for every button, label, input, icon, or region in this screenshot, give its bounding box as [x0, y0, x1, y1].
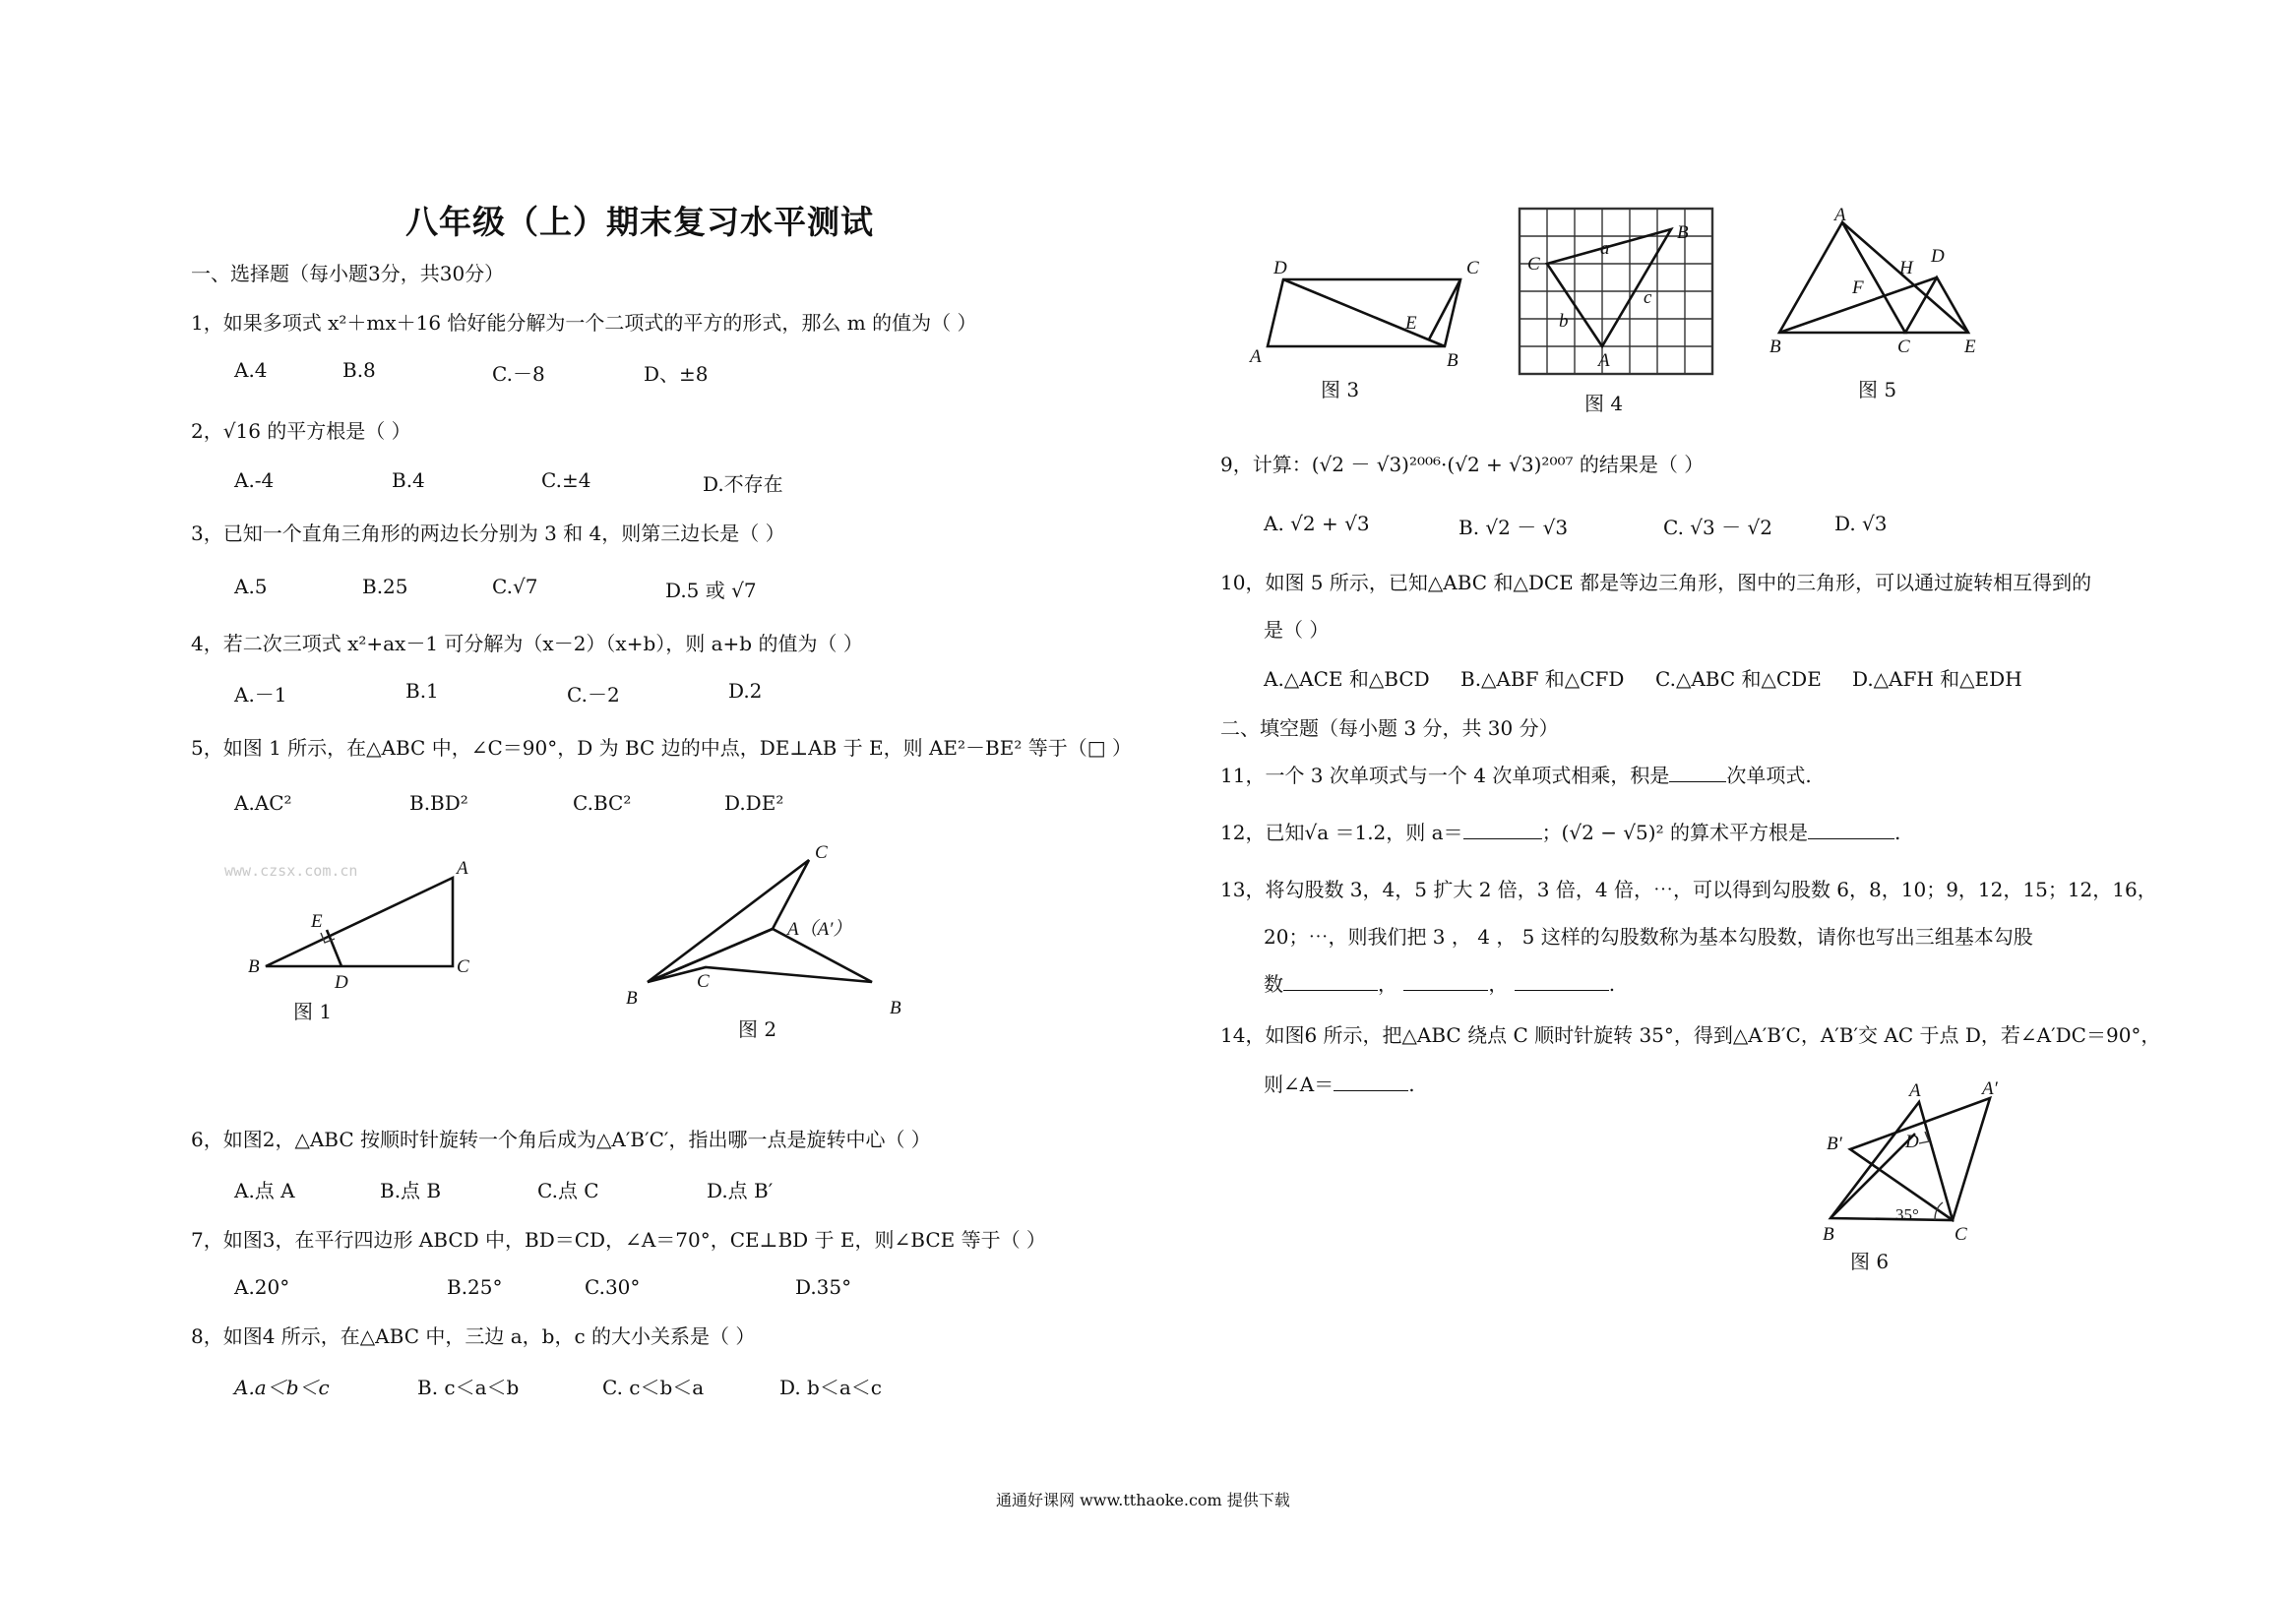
question-8: 8，如图4 所示，在△ABC 中，三边 a，b，c 的大小关系是（ ）	[191, 1324, 756, 1348]
fig3-caption: 图 3	[1321, 378, 1360, 401]
fig1-caption: 图 1	[293, 1000, 333, 1023]
fig5-caption: 图 5	[1858, 378, 1897, 401]
q7-option-b: B.25°	[447, 1275, 503, 1299]
q4-option-b: B.1	[405, 679, 439, 703]
fig4-label-a: A	[1598, 350, 1610, 371]
q13-text-end: .	[1608, 972, 1616, 996]
question-13-line2: 20；⋯，则我们把 3 ， 4 ， 5 这样的勾股数称为基本勾股数，请你也写出三组基本勾股	[1264, 925, 2033, 949]
page-title: 八年级（上）期末复习水平测试	[405, 203, 874, 241]
fig1-label-e: E	[311, 911, 323, 932]
figure-1	[246, 856, 482, 1004]
fig2-label-c-top: C	[815, 842, 828, 863]
question-10: 10，如图 5 所示，已知△ABC 和△DCE 都是等边三角形，图中的三角形，可以通过旋转相互得到的	[1220, 571, 2092, 594]
q9-option-b: B. √2 － √3	[1458, 516, 1569, 539]
fig6-label-b: B	[1823, 1224, 1834, 1245]
q10-option-b: B.△ABF 和△CFD	[1460, 667, 1625, 691]
q2-option-b: B.4	[392, 468, 425, 492]
fig1-segment-de	[327, 930, 341, 966]
q12-text-after: .	[1893, 821, 1901, 844]
q7-option-d: D.35°	[795, 1275, 852, 1299]
footer-credit: 通通好课网 www.tthaoke.com 提供下载	[996, 1491, 1290, 1509]
question-1: 1，如果多项式 x²＋mx＋16 恰好能分解为一个二项式的平方的形式，那么 m 的值为（ ）	[191, 311, 977, 335]
fig4-label-c-side: c	[1644, 287, 1652, 308]
q5-option-d: D.DE²	[724, 791, 784, 815]
question-12	[1220, 817, 1900, 845]
fig1-label-d: D	[335, 972, 348, 993]
q9-option-c: C. √3 － √2	[1663, 516, 1772, 539]
fig5-label-b: B	[1769, 337, 1781, 357]
watermark: www.czsx.com.cn	[224, 862, 358, 880]
q14-blank[interactable]	[1334, 1073, 1408, 1091]
fig1-triangle	[266, 878, 453, 966]
q2-option-a: A.-4	[234, 468, 275, 492]
question-11	[1220, 760, 1812, 788]
fig6-triangle-a-b-c	[1850, 1098, 1990, 1220]
q11-blank[interactable]	[1669, 764, 1726, 782]
q12-text-mid: ；(√2 − √5)² 的算术平方根是	[1541, 821, 1808, 844]
fig3-diagonal-bd	[1283, 279, 1445, 346]
q1-option-a: A.4	[234, 358, 268, 382]
q8-option-c: C. c＜b＜a	[602, 1376, 705, 1399]
fig4-label-b-side: b	[1559, 311, 1569, 332]
q3-option-b: B.25	[362, 575, 408, 598]
q5-option-a: A.AC²	[234, 791, 292, 815]
fig6-label-d: D	[1905, 1132, 1919, 1152]
q4-option-c: C.－2	[567, 683, 620, 707]
fig2-triangle-abc	[648, 860, 809, 982]
fig5-label-e: E	[1964, 337, 1976, 357]
fig2-label-a: A（A′）	[787, 919, 852, 940]
question-2: 2，√16 的平方根是（ ）	[191, 419, 411, 443]
fig1-label-a: A	[457, 858, 468, 879]
q12-blank-1[interactable]	[1463, 821, 1542, 839]
q13-blank-1[interactable]	[1283, 972, 1378, 991]
fig4-label-b: B	[1677, 222, 1689, 243]
fig3-label-b: B	[1447, 350, 1458, 371]
fig5-label-d: D	[1931, 246, 1945, 267]
q7-option-a: A.20°	[234, 1275, 290, 1299]
fig5-triangle-abc	[1779, 222, 1905, 333]
fig6-caption: 图 6	[1850, 1250, 1890, 1273]
fig5-label-h: H	[1899, 258, 1913, 278]
q13-text-before: 数	[1264, 972, 1283, 996]
q13-blank-2[interactable]	[1403, 972, 1488, 991]
fig3-label-d: D	[1273, 258, 1287, 278]
fig1-label-b: B	[248, 956, 260, 977]
question-14-line1: 14，如图6 所示，把△ABC 绕点 C 顺时针旋转 35°，得到△A′B′C，A′B′交 AC 于点 D，若∠A′DC＝90°，	[1220, 1023, 2161, 1047]
q6-option-c: C.点 C	[537, 1179, 599, 1202]
q6-option-a: A.点 A	[234, 1179, 295, 1202]
q3-option-a: A.5	[234, 575, 268, 598]
question-9: 9，计算：(√2 － √3)²⁰⁰⁶·(√2 + √3)²⁰⁰⁷ 的结果是（ ）	[1220, 453, 1705, 476]
q10-option-d: D.△AFH 和△EDH	[1852, 667, 2022, 691]
q14-text-after: .	[1408, 1073, 1415, 1096]
fig3-label-e: E	[1405, 313, 1417, 334]
question-14-line2	[1264, 1069, 1415, 1097]
fig1-label-c: C	[457, 956, 469, 977]
q1-option-c: C.－8	[492, 362, 545, 386]
section-heading-choice: 一、选择题（每小题3分，共30分）	[191, 262, 505, 285]
fig6-label-b-prime: B′	[1827, 1134, 1842, 1154]
figure-6	[1811, 1078, 2017, 1246]
q4-option-a: A.－1	[234, 683, 287, 707]
q4-option-d: D.2	[728, 679, 763, 703]
q10-option-a: A.△ACE 和△BCD	[1264, 667, 1430, 691]
fig2-caption: 图 2	[738, 1017, 777, 1041]
q8-option-d: D. b＜a＜c	[779, 1376, 882, 1399]
fig6-label-a: A	[1909, 1080, 1921, 1101]
question-13-line1: 13，将勾股数 3，4，5 扩大 2 倍，3 倍，4 倍，⋯，可以得到勾股数 6，8，10；9，12，15；12，16，	[1220, 878, 2157, 901]
fig3-label-c: C	[1466, 258, 1479, 278]
q12-text-before: 12，已知√a ＝1.2，则 a＝	[1220, 821, 1463, 844]
q8-option-b: B. c＜a＜b	[417, 1376, 520, 1399]
q7-option-c: C.30°	[585, 1275, 641, 1299]
q6-option-d: D.点 B′	[707, 1179, 774, 1202]
q1-option-d: D、±8	[644, 362, 709, 386]
q2-option-c: C.±4	[541, 468, 591, 492]
q5-option-c: C.BC²	[573, 791, 632, 815]
figure-4	[1516, 205, 1722, 382]
fig5-label-c: C	[1897, 337, 1910, 357]
question-7: 7，如图3，在平行四边形 ABCD 中，BD＝CD，∠A＝70°，CE⊥BD 于 E，则∠BCE 等于（ ）	[191, 1228, 1046, 1252]
question-3: 3，已知一个直角三角形的两边长分别为 3 和 4，则第三边长是（ ）	[191, 522, 785, 545]
q1-option-b: B.8	[342, 358, 376, 382]
q11-text-after: 次单项式.	[1726, 764, 1812, 787]
q9-option-d: D. √3	[1834, 512, 1888, 535]
fig4-caption: 图 4	[1584, 392, 1624, 415]
section-heading-fill: 二、填空题（每小题 3 分，共 30 分）	[1220, 716, 1559, 740]
figure-2	[620, 836, 915, 1033]
q6-option-b: B.点 B	[380, 1179, 442, 1202]
fig4-label-c: C	[1527, 254, 1540, 275]
q13-sep-1: ，	[1378, 972, 1397, 996]
q3-option-d: D.5 或 √7	[665, 579, 757, 602]
fig2-label-c-mid: C	[697, 971, 710, 992]
fig6-label-a-prime: A′	[1982, 1078, 1998, 1099]
figure-3	[1242, 250, 1498, 378]
question-4: 4，若二次三项式 x²+ax－1 可分解为（x－2）（x+b），则 a+b 的值为（ ）	[191, 632, 863, 655]
fig2-label-b-left: B	[626, 988, 638, 1009]
q14-text-before: 则∠A＝	[1264, 1073, 1334, 1096]
fig3-segment-ce	[1429, 279, 1460, 339]
fig6-label-angle: 35°	[1895, 1205, 1919, 1224]
q8-option-a: A.a＜b＜c	[234, 1376, 330, 1399]
q13-blank-3[interactable]	[1515, 972, 1609, 991]
fig5-label-a: A	[1834, 205, 1846, 225]
question-6: 6，如图2，△ABC 按顺时针旋转一个角后成为△A′B′C′，指出哪一点是旋转中心（ ）	[191, 1128, 931, 1151]
figure-5	[1762, 205, 1988, 362]
q3-option-c: C.√7	[492, 575, 538, 598]
q11-text-before: 11，一个 3 次单项式与一个 4 次单项式相乘，积是	[1220, 764, 1670, 787]
question-10-line2: 是（ ）	[1264, 618, 1330, 642]
fig6-label-c: C	[1955, 1224, 1967, 1245]
fig5-label-f: F	[1852, 277, 1864, 298]
q12-blank-2[interactable]	[1808, 821, 1894, 839]
q2-option-d: D.不存在	[703, 472, 783, 496]
question-5: 5，如图 1 所示，在△ABC 中，∠C＝90°，D 为 BC 边的中点，DE⊥AB 于 E，则 AE²－BE² 等于（□ ）	[191, 736, 1132, 760]
q10-option-c: C.△ABC 和△CDE	[1655, 667, 1822, 691]
fig4-label-a-side: a	[1600, 238, 1610, 259]
q5-option-b: B.BD²	[409, 791, 468, 815]
question-13-line3	[1264, 968, 1615, 997]
q9-option-a: A. √2 + √3	[1264, 512, 1370, 535]
q13-sep-2: ，	[1488, 972, 1509, 996]
fig2-label-b-right: B	[890, 998, 901, 1018]
fig3-label-a: A	[1250, 346, 1262, 367]
